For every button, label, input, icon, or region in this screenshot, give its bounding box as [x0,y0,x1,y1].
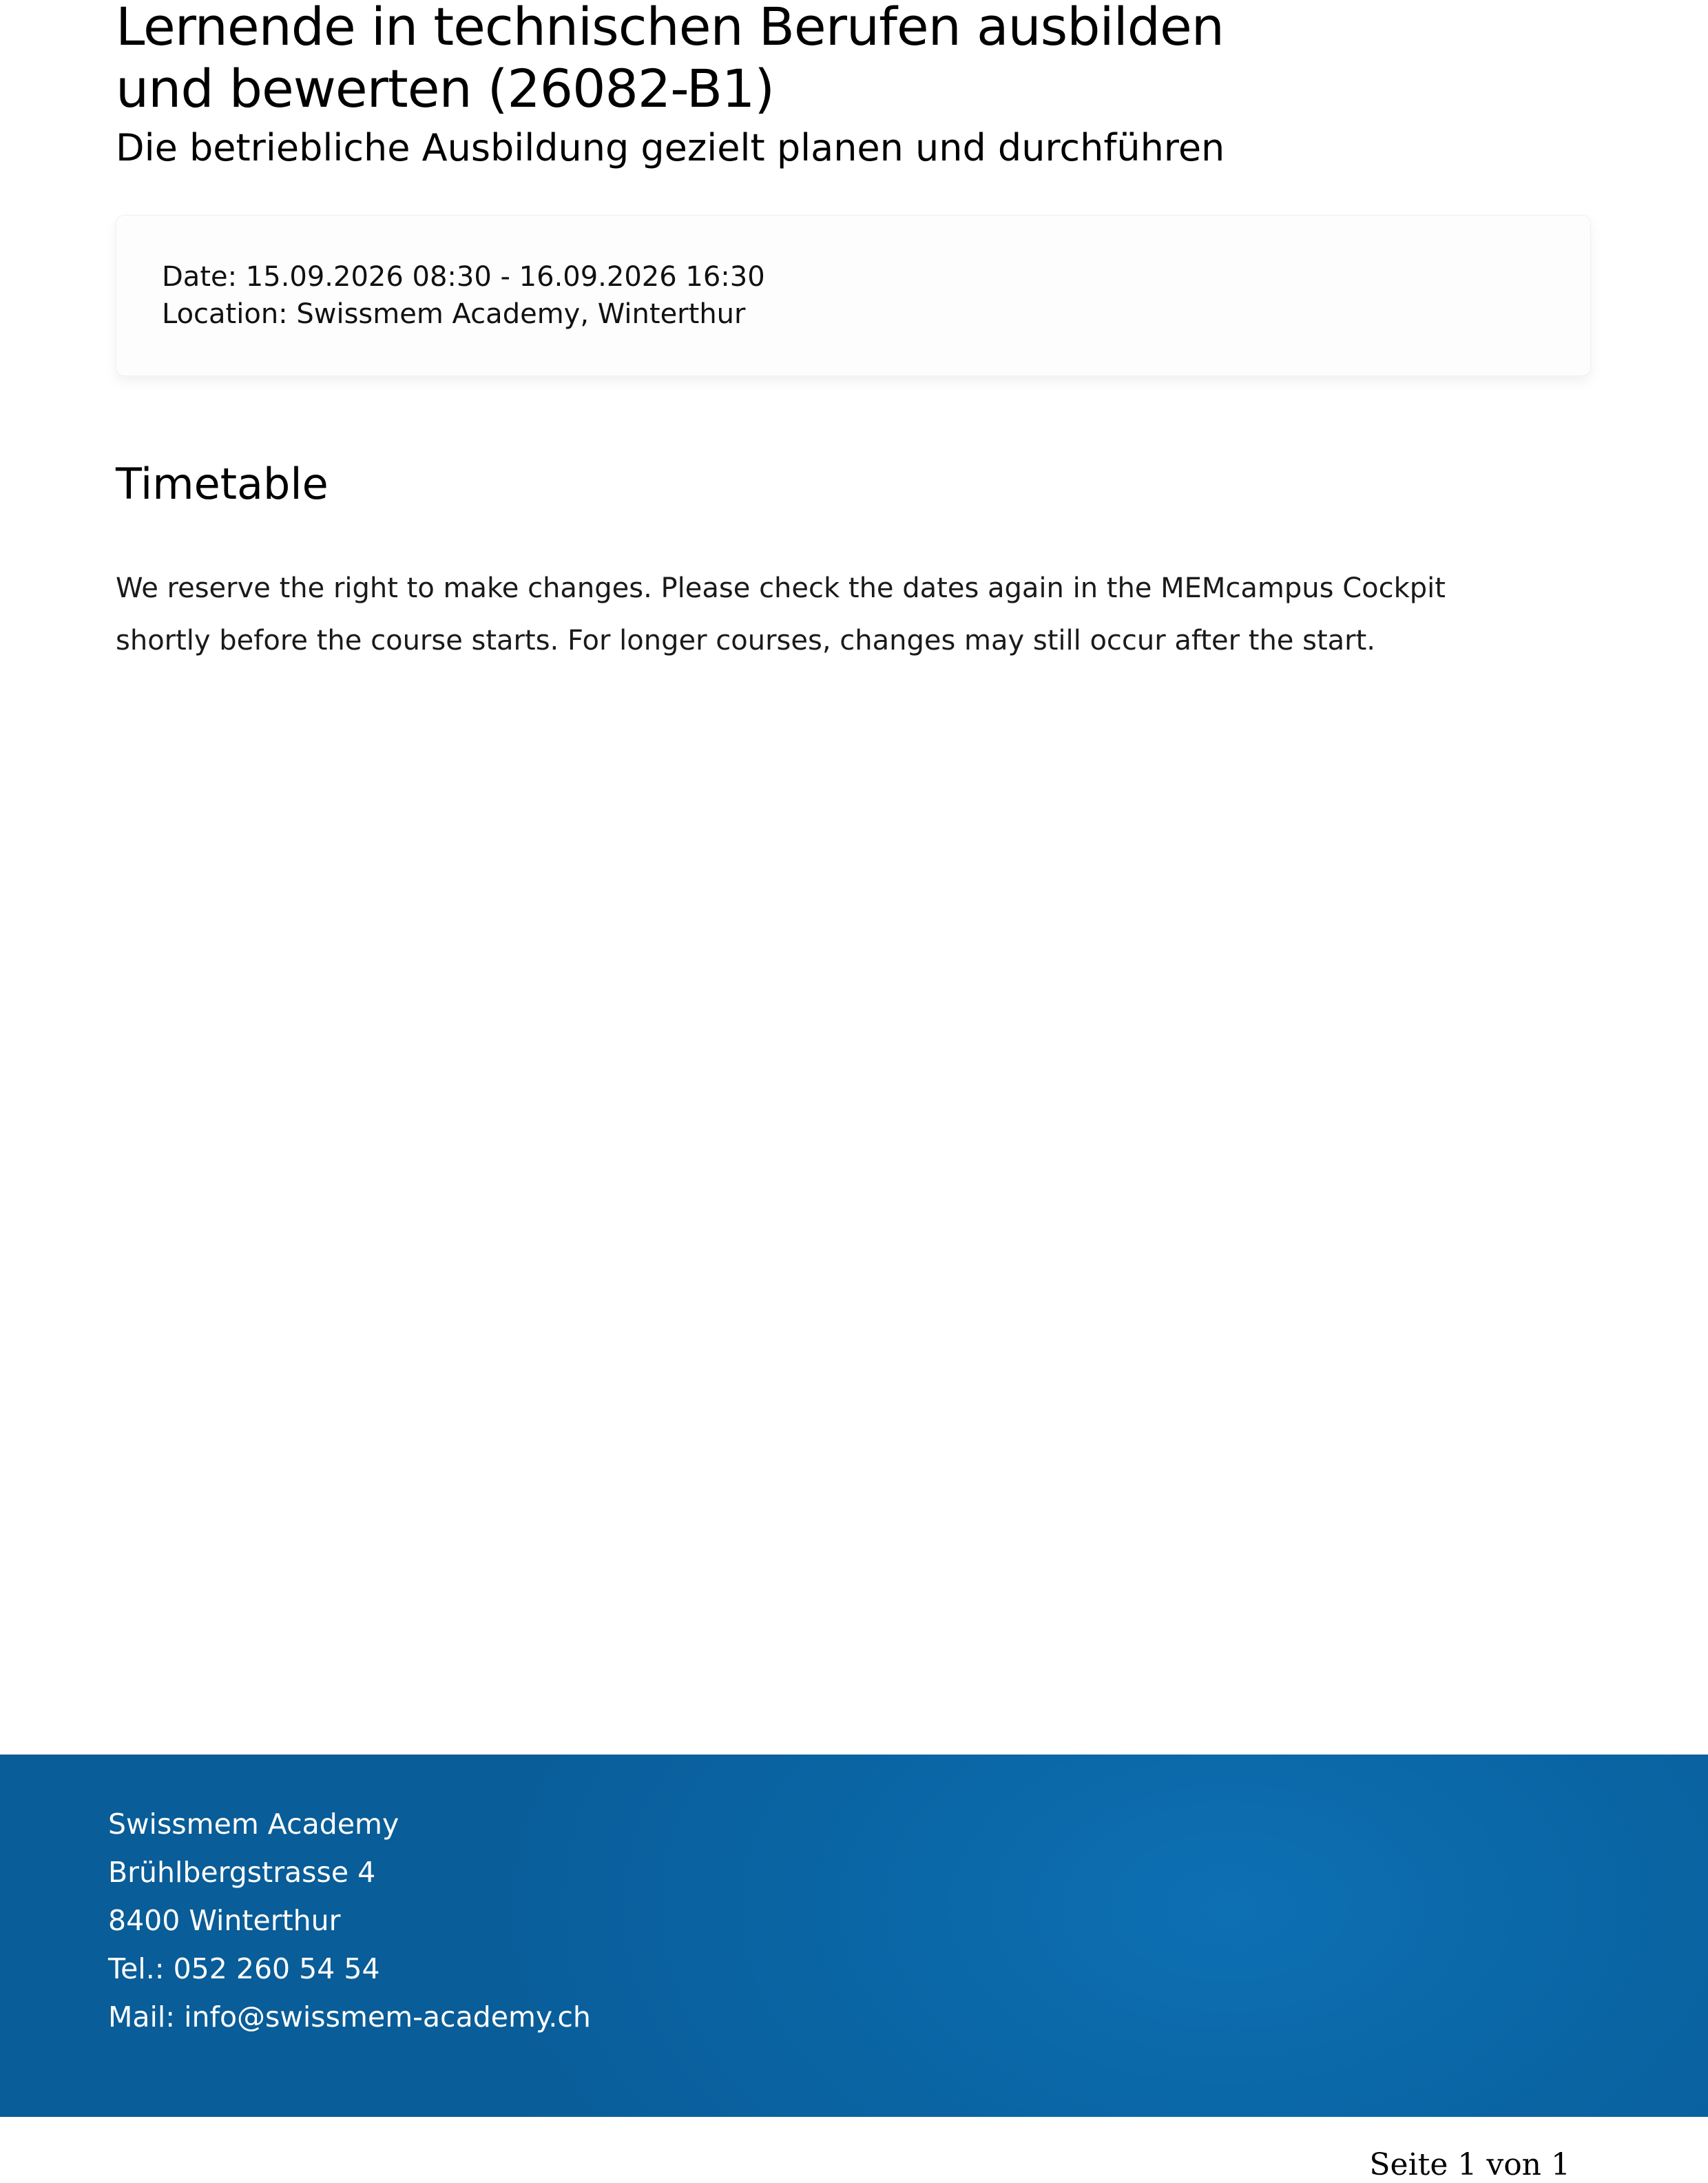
timetable-heading: Timetable [116,459,329,509]
main-content [0,0,1708,667]
footer-city: 8400 Winterthur [108,1904,341,1937]
footer-organization: Swissmem Academy [108,1808,399,1841]
page-subtitle: Die betriebliche Ausbildung gezielt planen und durchführen [116,126,1225,169]
page-title [116,0,1591,120]
course-location: Location: Swissmem Academy, Winterthur [162,298,746,330]
footer [0,1755,1708,2117]
page-number: Seite 1 von 1 [1369,2147,1570,2182]
course-date: Date: 15.09.2026 08:30 - 16.09.2026 16:30 [162,261,765,293]
page-title-line-1: Lernende in technischen Berufen ausbilden [116,0,1224,57]
footer-email: Mail: info@swissmem-academy.ch [108,2000,591,2034]
footer-street: Brühlbergstrasse 4 [108,1856,376,1889]
page-title-line-2: und bewerten (26082-B1) [116,58,775,119]
footer-phone: Tel.: 052 260 54 54 [108,1952,380,1985]
timetable-notice: We reserve the right to make changes. Please check the dates again in the MEMcampus Cockpit shortly before the course starts. For longer courses, changes may still occur after the start. [116,572,1446,656]
course-info-card [116,215,1591,376]
